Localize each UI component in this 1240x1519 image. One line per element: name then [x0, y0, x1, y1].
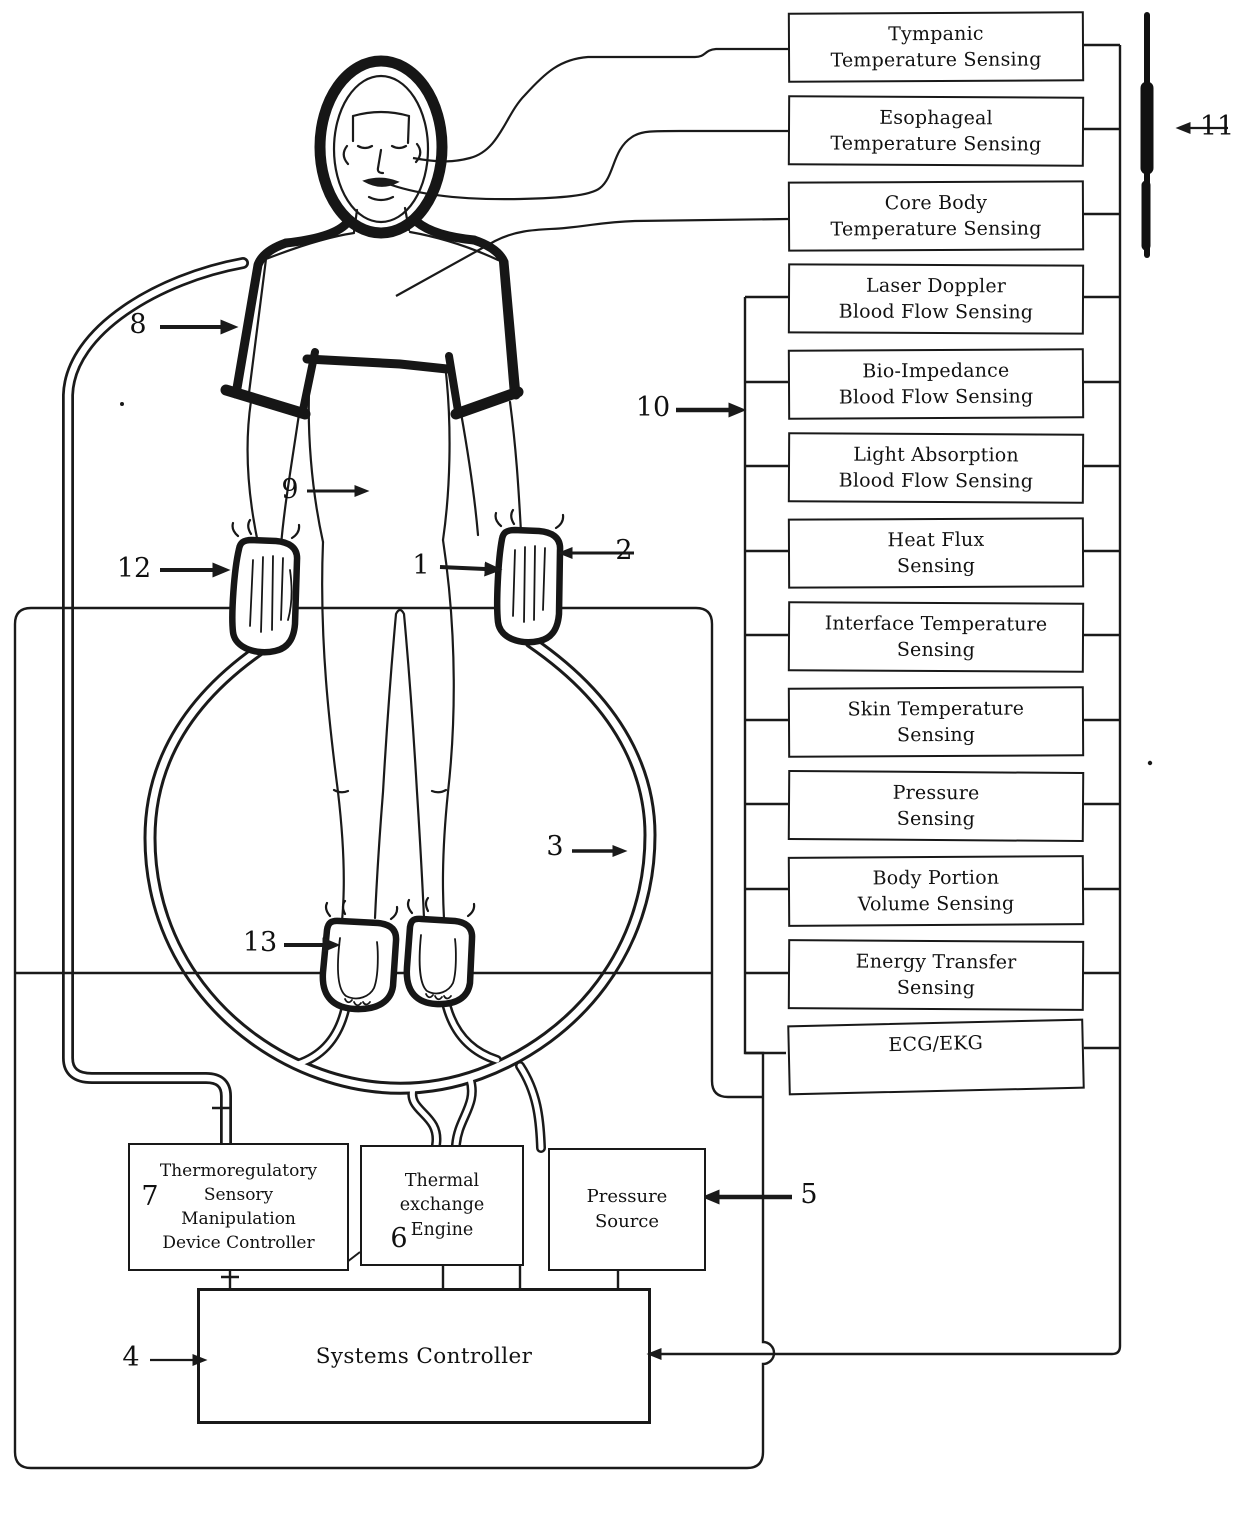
sensor-line: Volume Sensing	[857, 892, 1015, 916]
sensor-box-ecg-ekg	[787, 1019, 1085, 1096]
ears	[344, 144, 421, 164]
sensor-line: Temperature Sensing	[830, 217, 1042, 241]
ref-label-2: 2	[615, 535, 633, 566]
sensor-line: Interface Temperature	[824, 611, 1048, 636]
vest-hem	[307, 359, 447, 369]
sensor-box-light-absorption	[788, 432, 1084, 504]
sensor-line: Sensing	[896, 554, 976, 578]
sensor-box-tympanic	[788, 11, 1084, 83]
torso	[309, 371, 450, 542]
ref-label-4: 4	[122, 1342, 140, 1373]
sensor-line: Bio-Impedance	[862, 359, 1010, 382]
sensor-line: Laser Doppler	[865, 274, 1007, 297]
sensor-line: Temperature Sensing	[830, 132, 1042, 156]
sensor-box-heat-flux	[788, 517, 1084, 588]
sensor-line: Tympanic	[888, 22, 984, 45]
hood	[320, 61, 442, 233]
sensor-line: ECG/EKG	[888, 1031, 984, 1057]
box-line: Thermal	[404, 1170, 480, 1191]
boot-right	[407, 919, 472, 1004]
box-line: Systems Controller	[315, 1343, 533, 1369]
ref-label-3: 3	[546, 831, 564, 862]
sensor-box-laser-doppler	[788, 263, 1084, 334]
sensor-box-esophageal	[788, 95, 1084, 167]
box-line: exchange	[399, 1195, 485, 1216]
ref-label-6: 6	[390, 1223, 408, 1254]
sensor-group-bracket	[1146, 15, 1147, 255]
sensor-line: Sensing	[896, 807, 976, 831]
sensor-line: Blood Flow Sensing	[838, 469, 1034, 493]
pressure-source-box	[548, 1148, 706, 1271]
sensor-line: Energy Transfer	[855, 950, 1017, 973]
sensor-line: Blood Flow Sensing	[838, 385, 1034, 409]
sensor-box-body-portion-volume	[788, 855, 1084, 927]
boot-left	[323, 921, 396, 1009]
sleeve-cuffs	[226, 390, 518, 414]
sensor-box-skin-temperature	[788, 686, 1084, 758]
nose	[378, 150, 383, 173]
sensor-line: Heat Flux	[887, 528, 985, 551]
ref-label-13: 13	[242, 927, 278, 958]
arrow-1	[440, 567, 485, 569]
box-line: Device Controller	[162, 1233, 315, 1253]
box-line: Engine	[410, 1219, 474, 1240]
box-line: Sensory	[203, 1185, 274, 1205]
sensor-line: Light Absorption	[853, 443, 1019, 466]
knees	[334, 790, 446, 792]
sensor-box-energy-transfer	[788, 939, 1084, 1011]
ref-label-10: 10	[635, 392, 671, 423]
ref-label-1: 1	[412, 550, 430, 581]
ref-label-12: 12	[116, 553, 152, 584]
legs	[322, 540, 454, 921]
box-line: Thermoregulatory	[159, 1161, 318, 1181]
glove-right	[497, 530, 560, 642]
sensor-box-core-body	[788, 180, 1084, 251]
sensor-box-bio-impedance	[788, 348, 1084, 420]
hoses-core	[68, 263, 650, 1148]
sensor-line: Pressure	[892, 781, 980, 804]
thermal-vest	[226, 61, 518, 414]
glove-left	[232, 540, 297, 652]
sensor-line: Esophageal	[879, 106, 993, 129]
sensor-line: Blood Flow Sensing	[838, 300, 1034, 324]
mouth	[365, 179, 397, 186]
sensor-line: Sensing	[896, 976, 976, 1000]
ref-label-7: 7	[141, 1181, 159, 1212]
sensor-line: Body Portion	[872, 866, 1000, 889]
ref-label-11: 11	[1199, 111, 1235, 142]
boots	[323, 898, 474, 1009]
hoses-outer	[68, 263, 650, 1148]
ref-label-5: 5	[800, 1179, 818, 1210]
eyes	[358, 146, 406, 148]
box-line: Pressure	[586, 1186, 668, 1207]
box-line: Source	[594, 1210, 660, 1232]
sensor-line: Temperature Sensing	[830, 48, 1042, 72]
systems-controller-box	[197, 1288, 651, 1424]
sensor-line: Core Body	[884, 191, 988, 214]
ref-label-8: 8	[129, 309, 147, 340]
box-line: Manipulation	[181, 1209, 296, 1229]
sensor-line: Sensing	[896, 723, 976, 747]
hair	[353, 112, 409, 143]
sensor-line: Sensing	[896, 638, 976, 662]
sensor-box-pressure-sensing	[788, 770, 1084, 842]
sensor-line: Skin Temperature	[847, 697, 1025, 720]
ref-label-9: 9	[281, 474, 299, 505]
chin	[369, 197, 393, 200]
sensor-box-interface-temperature	[788, 601, 1084, 673]
